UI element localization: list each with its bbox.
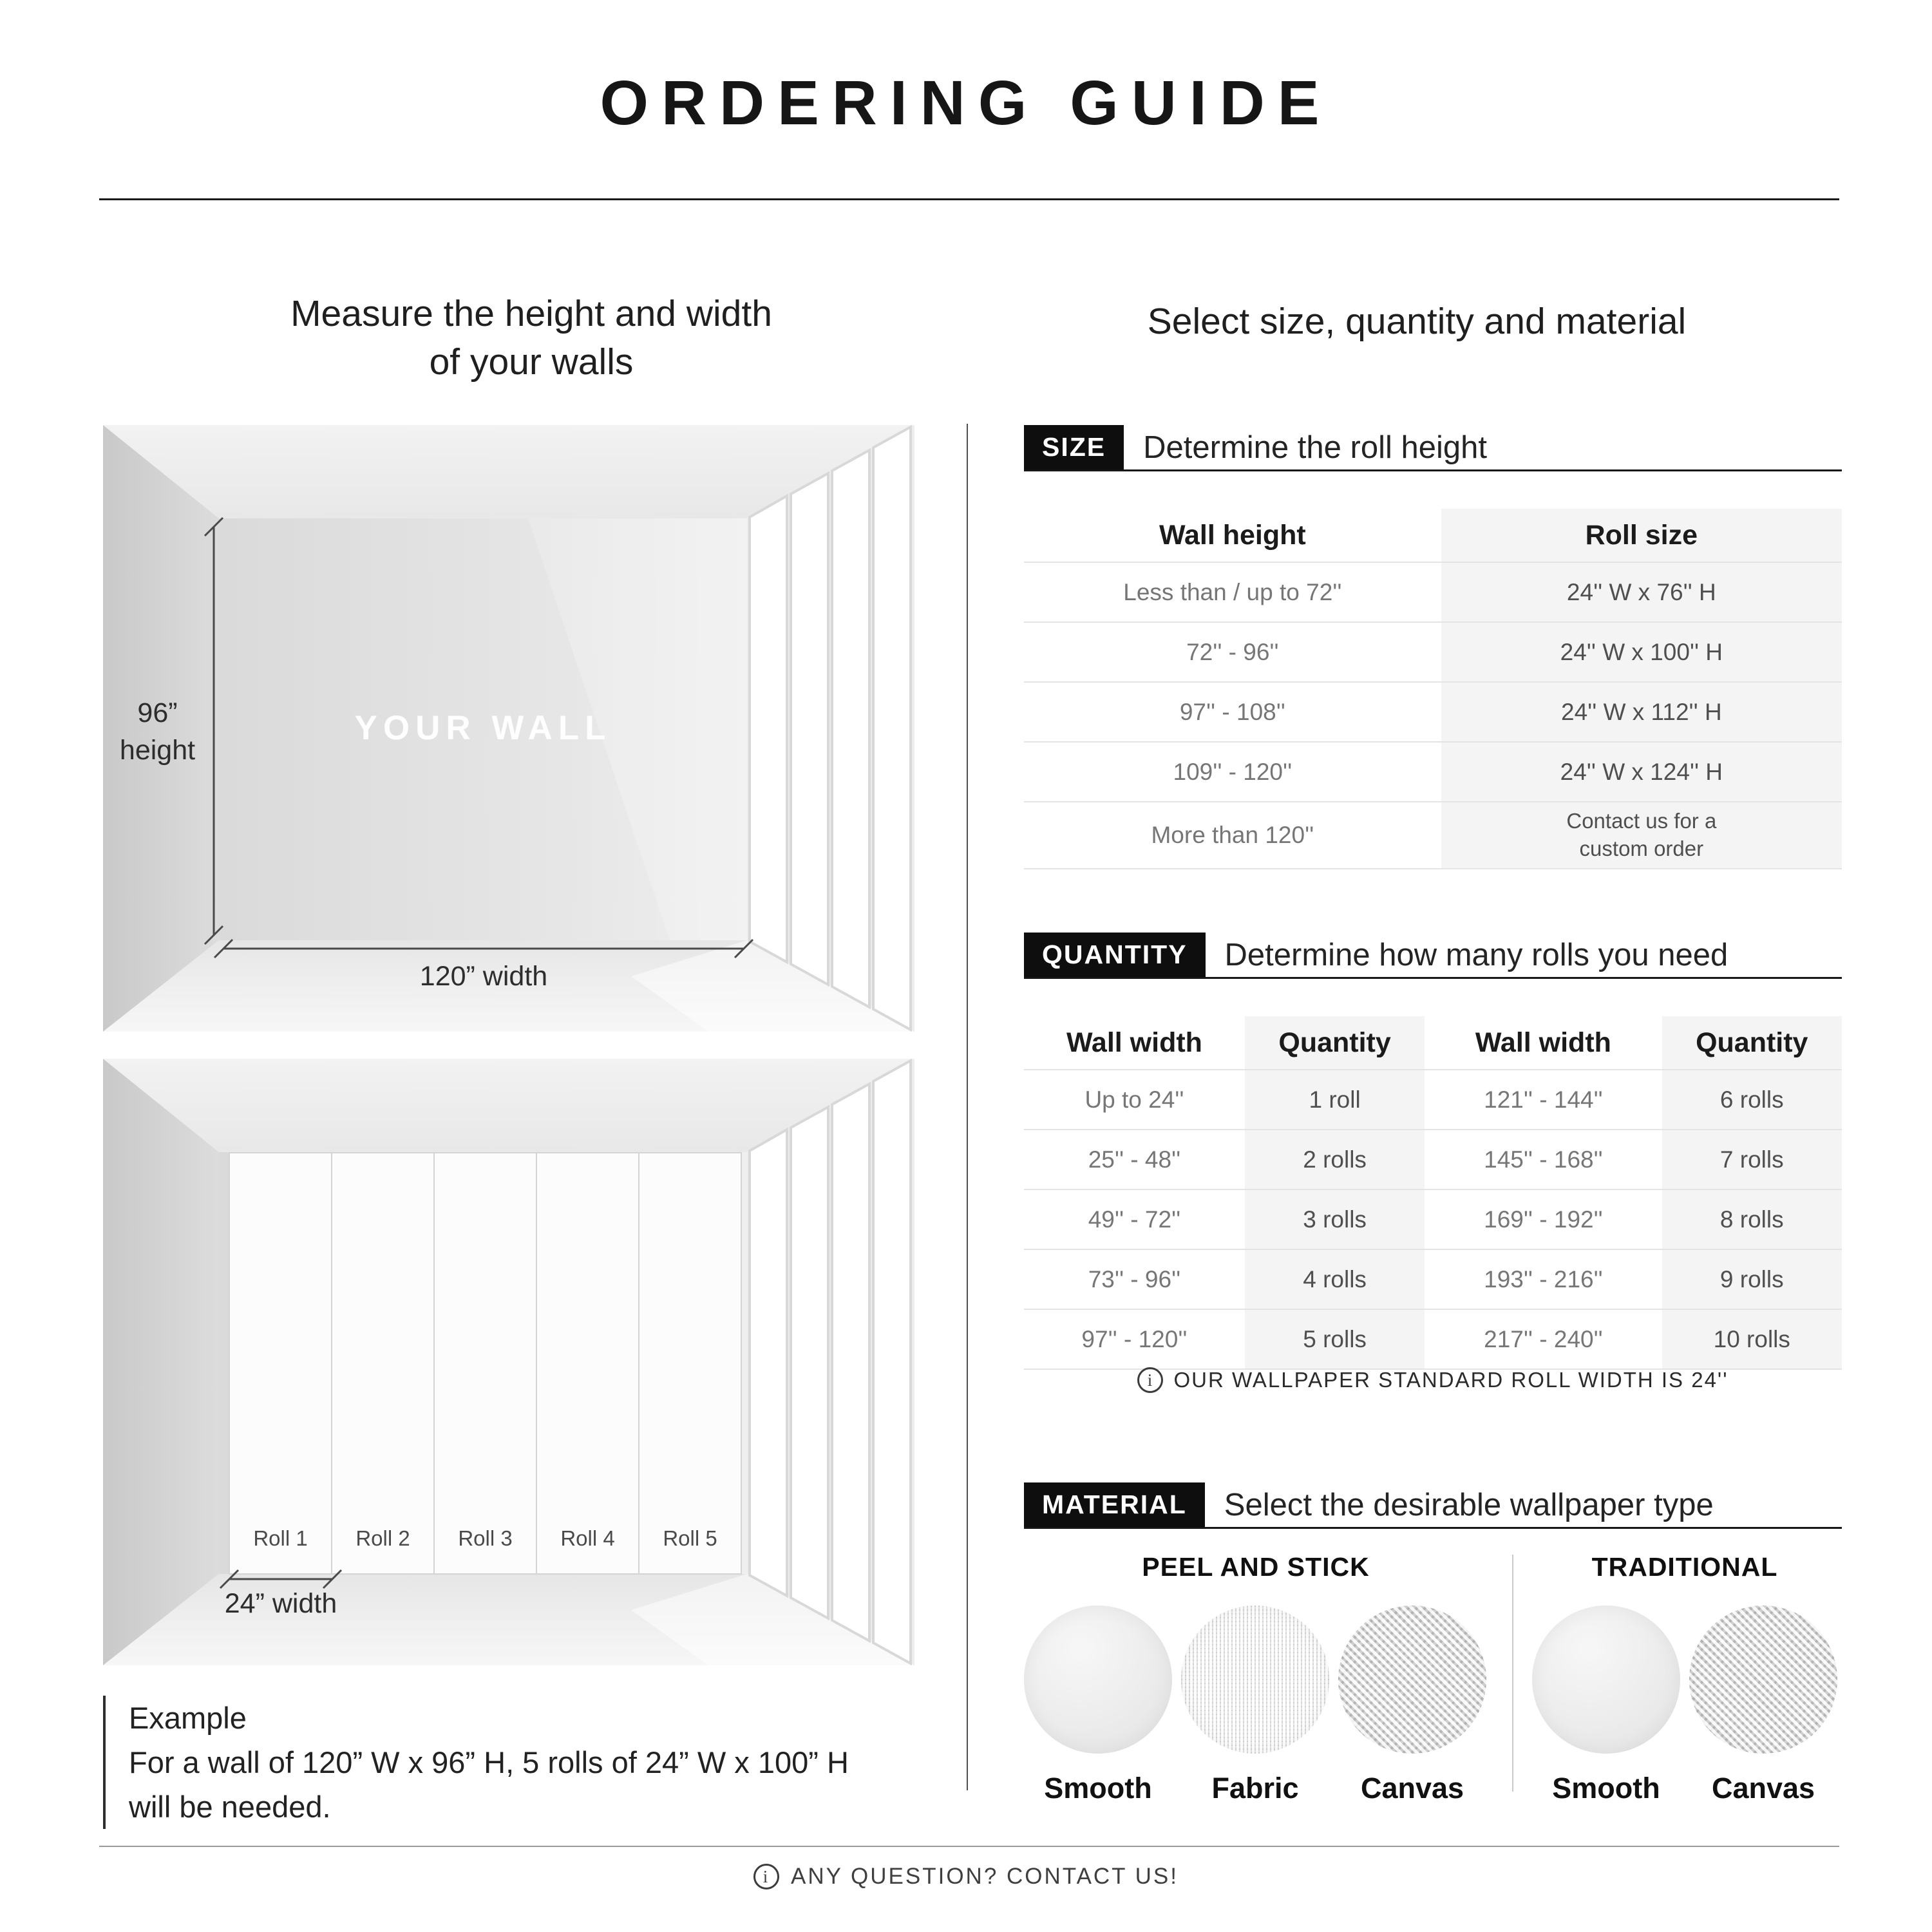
canvas-texture-swatch: [1338, 1605, 1486, 1754]
roll-label: Roll 1: [253, 1526, 308, 1550]
window-pane: [832, 1084, 869, 1641]
smooth-texture-swatch: [1532, 1605, 1680, 1754]
roll-label: Roll 5: [663, 1526, 717, 1550]
material-section: [1024, 1482, 1842, 1829]
window-pane: [791, 473, 828, 985]
size-table-row: 109'' - 120'' 24'' W x 124'' H: [1024, 743, 1842, 802]
fabric-texture-swatch: [1181, 1605, 1329, 1754]
room-illustration-measure: [103, 425, 914, 1032]
swatch-smooth: Smooth: [1532, 1605, 1680, 1805]
material-section-title: Select the desirable wallpaper type: [1224, 1487, 1714, 1522]
left-heading-line2: of your walls: [429, 341, 634, 383]
roll-panel: [639, 1153, 741, 1574]
size-table-row: Less than / up to 72'' 24'' W x 76'' H: [1024, 563, 1842, 623]
example-title: Example: [129, 1701, 247, 1735]
quantity-section-header: [1024, 933, 1842, 979]
material-group-traditional: [1532, 1552, 1837, 1805]
quantity-section-title: Determine how many rolls you need: [1224, 937, 1728, 972]
size-table-row: 97'' - 108'' 24'' W x 112'' H: [1024, 683, 1842, 743]
smooth-texture-swatch: [1024, 1605, 1172, 1754]
col-wall-width-a: Wall width: [1066, 1027, 1202, 1058]
group-label: TRADITIONAL: [1591, 1552, 1778, 1582]
size-table-header: [1024, 509, 1842, 563]
col-quantity-a: Quantity: [1245, 1016, 1425, 1069]
room-illustration-rolls: [103, 1059, 914, 1665]
wall-height-label: [104, 694, 211, 769]
swatch-canvas: Canvas: [1338, 1605, 1486, 1805]
canvas-texture-swatch: [1689, 1605, 1837, 1754]
roll-panel: [332, 1153, 434, 1574]
page-title: ORDERING GUIDE: [600, 68, 1332, 138]
swatch-list: [1532, 1605, 1837, 1805]
quantity-table-row: Up to 24'' 1 roll 121'' - 144'' 6 rolls: [1024, 1070, 1842, 1130]
col-roll-size: Roll size: [1441, 509, 1842, 562]
size-table-row: 72'' - 96'' 24'' W x 100'' H: [1024, 623, 1842, 683]
size-table: [1024, 509, 1842, 869]
wallpaper-roll-panels: [229, 1153, 741, 1574]
roll-width-label: 24” width: [224, 1588, 337, 1619]
size-section-title: Determine the roll height: [1143, 430, 1487, 465]
footer-note: [0, 1864, 1932, 1889]
title-divider: [99, 198, 1839, 200]
room-svg: [103, 1059, 914, 1665]
example-note: [103, 1696, 934, 1829]
material-groups: [1024, 1552, 1842, 1829]
footer-divider: [99, 1846, 1839, 1847]
example-line1: For a wall of 120” W x 96” H, 5 rolls of 24” W x 100” H: [129, 1745, 849, 1780]
wall-height-value: 96”: [137, 697, 178, 728]
wall-width-label: 120” width: [419, 961, 548, 992]
window-pane: [873, 427, 911, 1030]
col-wall-height: Wall height: [1159, 519, 1306, 551]
info-icon: i: [1137, 1367, 1163, 1393]
example-line2: will be needed.: [129, 1790, 331, 1824]
quantity-badge: QUANTITY: [1024, 933, 1206, 977]
swatch-list: [1024, 1605, 1488, 1805]
size-section: [1024, 425, 1842, 869]
left-column-heading: [77, 290, 985, 386]
swatch-smooth: Smooth: [1024, 1605, 1172, 1805]
column-divider: [967, 424, 968, 1790]
col-quantity-b: Quantity: [1662, 1016, 1842, 1069]
right-column-heading: Select size, quantity and material: [1147, 301, 1687, 342]
size-table-row: More than 120'' Contact us for a custom order: [1024, 802, 1842, 869]
left-heading-line1: Measure the height and width: [290, 293, 772, 334]
footer-note-text: ANY QUESTION? CONTACT US!: [790, 1864, 1179, 1889]
quantity-section: [1024, 933, 1842, 1370]
info-icon: i: [753, 1864, 779, 1889]
wall-height-unit: height: [119, 735, 196, 766]
roll-label: Roll 2: [355, 1526, 410, 1550]
roll-labels: [229, 1526, 741, 1551]
window-pane: [832, 450, 869, 1007]
window-pane: [873, 1061, 911, 1663]
quantity-table-row: 73'' - 96'' 4 rolls 193'' - 216'' 9 rolls: [1024, 1250, 1842, 1310]
roll-panel: [434, 1153, 536, 1574]
material-section-header: [1024, 1482, 1842, 1529]
quantity-table-row: 97'' - 120'' 5 rolls 217'' - 240'' 10 rolls: [1024, 1310, 1842, 1370]
window-pane: [750, 1130, 787, 1596]
window-pane: [750, 496, 787, 962]
your-wall-label: YOUR WALL: [354, 709, 612, 747]
material-badge: MATERIAL: [1024, 1482, 1205, 1527]
swatch-canvas: Canvas: [1689, 1605, 1837, 1805]
left-wall: [103, 1059, 219, 1665]
material-group-peel-and-stick: [1024, 1552, 1488, 1805]
quantity-table: [1024, 1016, 1842, 1370]
quantity-table-row: 25'' - 48'' 2 rolls 145'' - 168'' 7 rolls: [1024, 1130, 1842, 1190]
swatch-fabric: Fabric: [1181, 1605, 1329, 1805]
roll-panel: [536, 1153, 639, 1574]
size-section-header: [1024, 425, 1842, 471]
quantity-table-row: 49'' - 72'' 3 rolls 169'' - 192'' 8 rolls: [1024, 1190, 1842, 1250]
group-label: PEEL AND STICK: [1142, 1552, 1370, 1582]
col-wall-width-b: Wall width: [1475, 1027, 1611, 1058]
window-pane: [791, 1107, 828, 1618]
roll-width-note-text: OUR WALLPAPER STANDARD ROLL WIDTH IS 24'': [1173, 1368, 1728, 1392]
size-badge: SIZE: [1024, 425, 1124, 469]
roll-panel: [229, 1153, 332, 1574]
roll-label: Roll 4: [560, 1526, 615, 1550]
roll-label: Roll 3: [458, 1526, 513, 1550]
material-group-divider: [1512, 1555, 1513, 1792]
roll-width-note: [1024, 1367, 1842, 1393]
quantity-table-header: [1024, 1016, 1842, 1070]
